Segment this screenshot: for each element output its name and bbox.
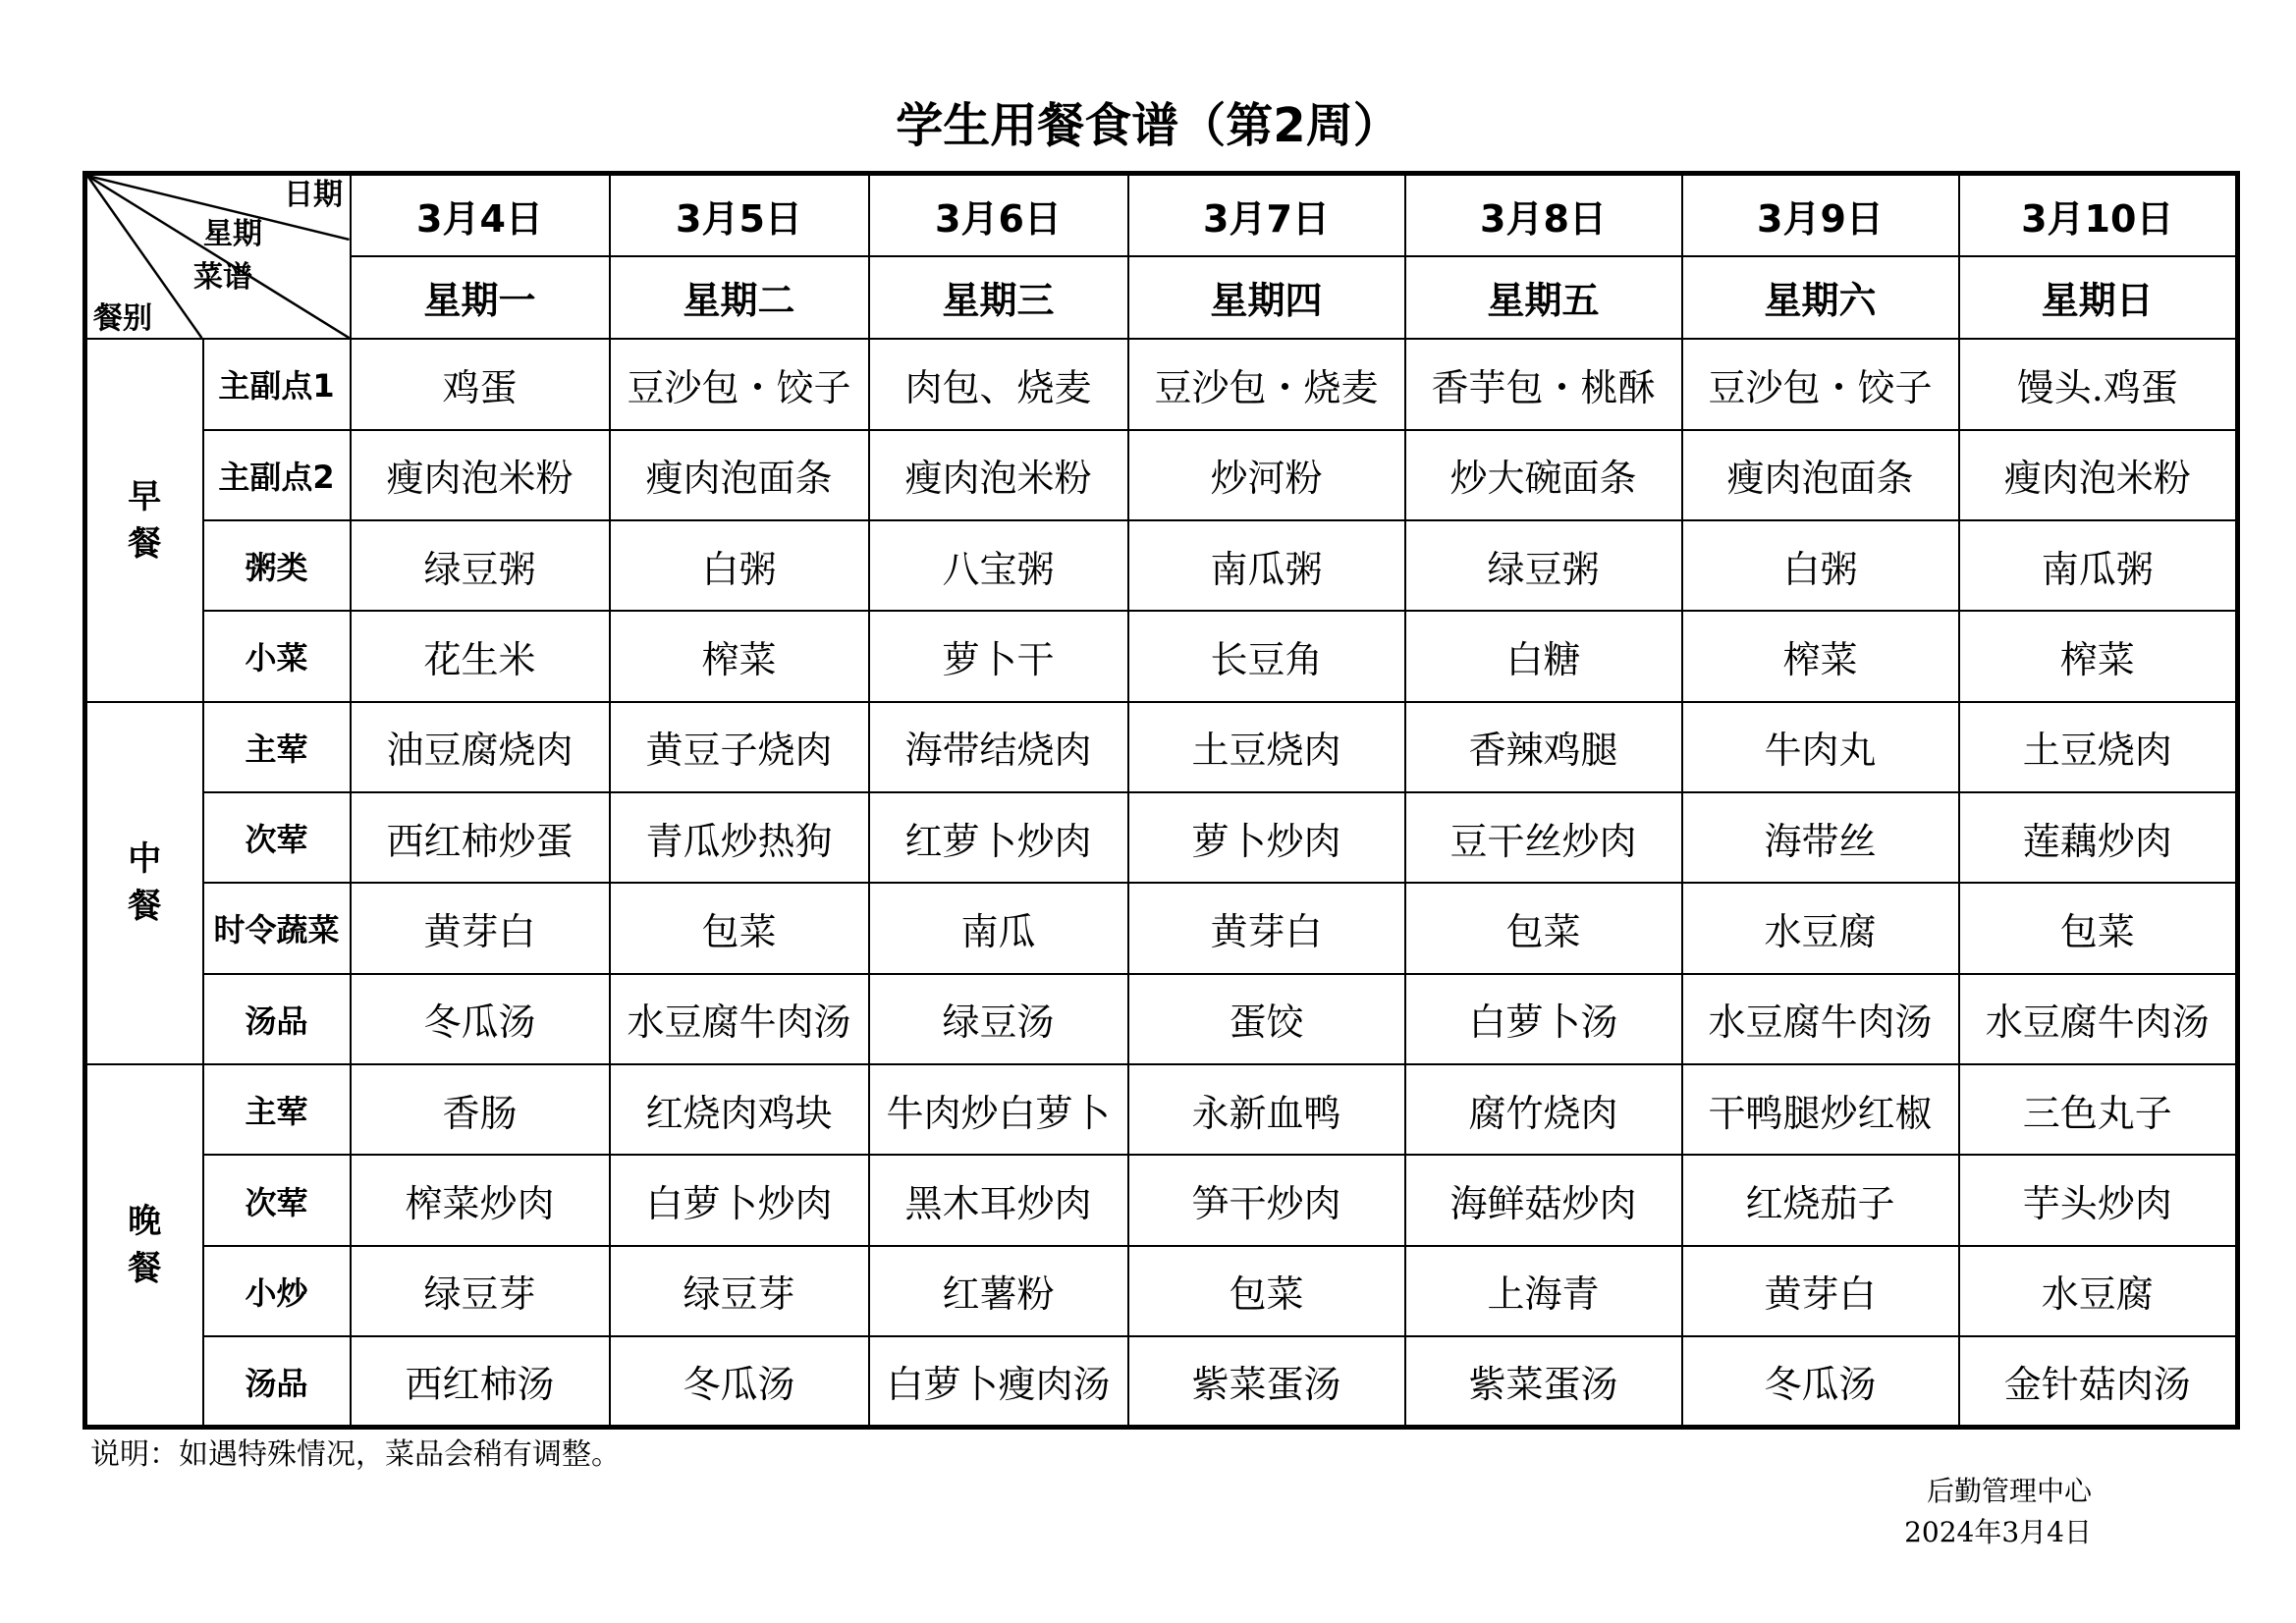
menu-cell: 榨菜炒肉 bbox=[351, 1155, 610, 1245]
menu-cell: 水豆腐 bbox=[1959, 1246, 2238, 1336]
date-header: 3月6日 bbox=[869, 174, 1128, 256]
menu-cell: 上海青 bbox=[1405, 1246, 1682, 1336]
menu-cell: 金针菇肉汤 bbox=[1959, 1336, 2238, 1427]
menu-cell: 香辣鸡腿 bbox=[1405, 702, 1682, 792]
menu-row bbox=[85, 883, 2238, 973]
menu-cell: 土豆烧肉 bbox=[1128, 702, 1405, 792]
meal-label-char: 餐 bbox=[128, 523, 162, 564]
category-label: 汤品 bbox=[203, 1336, 351, 1427]
category-label: 小炒 bbox=[203, 1246, 351, 1336]
meal-label bbox=[85, 339, 203, 701]
date-header: 3月7日 bbox=[1128, 174, 1405, 256]
menu-cell: 水豆腐 bbox=[1682, 883, 1959, 973]
menu-cell: 萝卜干 bbox=[869, 611, 1128, 701]
menu-cell: 南瓜粥 bbox=[1128, 520, 1405, 611]
menu-cell: 榨菜 bbox=[610, 611, 869, 701]
menu-cell: 海带结烧肉 bbox=[869, 702, 1128, 792]
weekday-header: 星期三 bbox=[869, 256, 1128, 339]
menu-cell: 冬瓜汤 bbox=[351, 974, 610, 1064]
menu-cell: 紫菜蛋汤 bbox=[1128, 1336, 1405, 1427]
menu-table bbox=[82, 171, 2240, 1430]
menu-cell: 腐竹烧肉 bbox=[1405, 1064, 1682, 1155]
footer-signature bbox=[1846, 1471, 2092, 1553]
menu-cell: 炒河粉 bbox=[1128, 430, 1405, 520]
menu-row bbox=[85, 520, 2238, 611]
menu-cell: 冬瓜汤 bbox=[610, 1336, 869, 1427]
meal-label-char: 中 bbox=[128, 839, 162, 880]
menu-cell: 海鲜菇炒肉 bbox=[1405, 1155, 1682, 1245]
menu-cell: 永新血鸭 bbox=[1128, 1064, 1405, 1155]
menu-cell: 冬瓜汤 bbox=[1682, 1336, 1959, 1427]
menu-cell: 榨菜 bbox=[1682, 611, 1959, 701]
menu-cell: 长豆角 bbox=[1128, 611, 1405, 701]
menu-cell: 干鸭腿炒红椒 bbox=[1682, 1064, 1959, 1155]
page-title: 学生用餐食谱（第2周） bbox=[896, 98, 1400, 153]
menu-cell: 青瓜炒热狗 bbox=[610, 792, 869, 883]
menu-cell: 牛肉丸 bbox=[1682, 702, 1959, 792]
menu-cell: 海带丝 bbox=[1682, 792, 1959, 883]
menu-cell: 西红柿炒蛋 bbox=[351, 792, 610, 883]
menu-cell: 炒大碗面条 bbox=[1405, 430, 1682, 520]
weekday-header: 星期六 bbox=[1682, 256, 1959, 339]
category-label: 主荤 bbox=[203, 1064, 351, 1155]
menu-cell: 萝卜炒肉 bbox=[1128, 792, 1405, 883]
menu-cell: 白萝卜炒肉 bbox=[610, 1155, 869, 1245]
category-label: 次荤 bbox=[203, 1155, 351, 1245]
category-label: 主荤 bbox=[203, 702, 351, 792]
menu-cell: 水豆腐牛肉汤 bbox=[1959, 974, 2238, 1064]
menu-cell: 白萝卜汤 bbox=[1405, 974, 1682, 1064]
menu-cell: 笋干炒肉 bbox=[1128, 1155, 1405, 1245]
menu-row bbox=[85, 430, 2238, 520]
menu-row bbox=[85, 1155, 2238, 1245]
date-header: 3月4日 bbox=[351, 174, 610, 256]
meal-label-char: 早 bbox=[128, 476, 162, 516]
menu-cell: 馒头.鸡蛋 bbox=[1959, 339, 2238, 429]
menu-cell: 黄豆子烧肉 bbox=[610, 702, 869, 792]
menu-cell: 绿豆汤 bbox=[869, 974, 1128, 1064]
menu-cell: 土豆烧肉 bbox=[1959, 702, 2238, 792]
menu-cell: 瘦肉泡米粉 bbox=[351, 430, 610, 520]
menu-cell: 蛋饺 bbox=[1128, 974, 1405, 1064]
category-label: 主副点2 bbox=[203, 430, 351, 520]
menu-row bbox=[85, 339, 2238, 429]
menu-cell: 花生米 bbox=[351, 611, 610, 701]
menu-row bbox=[85, 611, 2238, 701]
menu-cell: 绿豆芽 bbox=[351, 1246, 610, 1336]
meal-label-char: 餐 bbox=[128, 887, 162, 927]
menu-cell: 包菜 bbox=[1128, 1246, 1405, 1336]
menu-cell: 香芋包・桃酥 bbox=[1405, 339, 1682, 429]
menu-cell: 三色丸子 bbox=[1959, 1064, 2238, 1155]
date-row bbox=[85, 174, 2238, 256]
menu-cell: 绿豆粥 bbox=[351, 520, 610, 611]
menu-cell: 红烧肉鸡块 bbox=[610, 1064, 869, 1155]
menu-cell: 瘦肉泡面条 bbox=[1682, 430, 1959, 520]
menu-cell: 芋头炒肉 bbox=[1959, 1155, 2238, 1245]
date-header: 3月9日 bbox=[1682, 174, 1959, 256]
weekday-row bbox=[85, 256, 2238, 339]
menu-cell: 黄芽白 bbox=[1682, 1246, 1959, 1336]
date-header: 3月10日 bbox=[1959, 174, 2238, 256]
menu-cell: 香肠 bbox=[351, 1064, 610, 1155]
menu-cell: 绿豆粥 bbox=[1405, 520, 1682, 611]
corner-header bbox=[85, 174, 351, 340]
menu-cell: 白粥 bbox=[1682, 520, 1959, 611]
date-header: 3月8日 bbox=[1405, 174, 1682, 256]
menu-cell: 水豆腐牛肉汤 bbox=[610, 974, 869, 1064]
menu-row bbox=[85, 792, 2238, 883]
weekday-header: 星期一 bbox=[351, 256, 610, 339]
menu-cell: 肉包、烧麦 bbox=[869, 339, 1128, 429]
corner-meal-label: 餐别 bbox=[93, 301, 152, 336]
menu-cell: 红薯粉 bbox=[869, 1246, 1128, 1336]
menu-cell: 豆沙包・饺子 bbox=[1682, 339, 1959, 429]
menu-row bbox=[85, 974, 2238, 1064]
weekday-header: 星期日 bbox=[1959, 256, 2238, 339]
menu-cell: 白糖 bbox=[1405, 611, 1682, 701]
corner-date-label: 日期 bbox=[284, 178, 343, 212]
footer-date: 2024年3月4日 bbox=[1904, 1516, 2092, 1548]
weekday-header: 星期四 bbox=[1128, 256, 1405, 339]
meal-label-char: 餐 bbox=[128, 1249, 162, 1289]
menu-cell: 绿豆芽 bbox=[610, 1246, 869, 1336]
meal-label bbox=[85, 702, 203, 1064]
menu-cell: 豆干丝炒肉 bbox=[1405, 792, 1682, 883]
category-label: 粥类 bbox=[203, 520, 351, 611]
category-label: 次荤 bbox=[203, 792, 351, 883]
footer-org: 后勤管理中心 bbox=[1926, 1475, 2092, 1507]
weekday-header: 星期二 bbox=[610, 256, 869, 339]
weekday-header: 星期五 bbox=[1405, 256, 1682, 339]
corner-menu-label: 菜谱 bbox=[193, 260, 252, 295]
menu-cell: 南瓜 bbox=[869, 883, 1128, 973]
menu-cell: 八宝粥 bbox=[869, 520, 1128, 611]
menu-cell: 包菜 bbox=[1405, 883, 1682, 973]
menu-row bbox=[85, 1064, 2238, 1155]
note-text: 说明：如遇特殊情况，菜品会稍有调整。 bbox=[90, 1437, 621, 1472]
menu-cell: 红烧茄子 bbox=[1682, 1155, 1959, 1245]
meal-label bbox=[85, 1064, 203, 1427]
category-label: 主副点1 bbox=[203, 339, 351, 429]
menu-row bbox=[85, 702, 2238, 792]
menu-cell: 鸡蛋 bbox=[351, 339, 610, 429]
menu-cell: 水豆腐牛肉汤 bbox=[1682, 974, 1959, 1064]
menu-cell: 红萝卜炒肉 bbox=[869, 792, 1128, 883]
category-label: 汤品 bbox=[203, 974, 351, 1064]
menu-cell: 白萝卜瘦肉汤 bbox=[869, 1336, 1128, 1427]
menu-cell: 油豆腐烧肉 bbox=[351, 702, 610, 792]
menu-cell: 瘦肉泡米粉 bbox=[1959, 430, 2238, 520]
menu-cell: 黄芽白 bbox=[1128, 883, 1405, 973]
date-header: 3月5日 bbox=[610, 174, 869, 256]
meal-label-char: 晚 bbox=[128, 1202, 162, 1242]
category-label: 小菜 bbox=[203, 611, 351, 701]
menu-cell: 莲藕炒肉 bbox=[1959, 792, 2238, 883]
menu-cell: 榨菜 bbox=[1959, 611, 2238, 701]
menu-cell: 黄芽白 bbox=[351, 883, 610, 973]
menu-row bbox=[85, 1336, 2238, 1427]
menu-cell: 瘦肉泡米粉 bbox=[869, 430, 1128, 520]
corner-weekday-label: 星期 bbox=[203, 217, 262, 251]
category-label: 时令蔬菜 bbox=[203, 883, 351, 973]
menu-cell: 黑木耳炒肉 bbox=[869, 1155, 1128, 1245]
menu-cell: 豆沙包・饺子 bbox=[610, 339, 869, 429]
menu-row bbox=[85, 1246, 2238, 1336]
menu-cell: 瘦肉泡面条 bbox=[610, 430, 869, 520]
menu-cell: 南瓜粥 bbox=[1959, 520, 2238, 611]
menu-cell: 白粥 bbox=[610, 520, 869, 611]
menu-cell: 西红柿汤 bbox=[351, 1336, 610, 1427]
menu-cell: 包菜 bbox=[610, 883, 869, 973]
menu-cell: 紫菜蛋汤 bbox=[1405, 1336, 1682, 1427]
menu-cell: 豆沙包・烧麦 bbox=[1128, 339, 1405, 429]
menu-cell: 包菜 bbox=[1959, 883, 2238, 973]
menu-cell: 牛肉炒白萝卜 bbox=[869, 1064, 1128, 1155]
